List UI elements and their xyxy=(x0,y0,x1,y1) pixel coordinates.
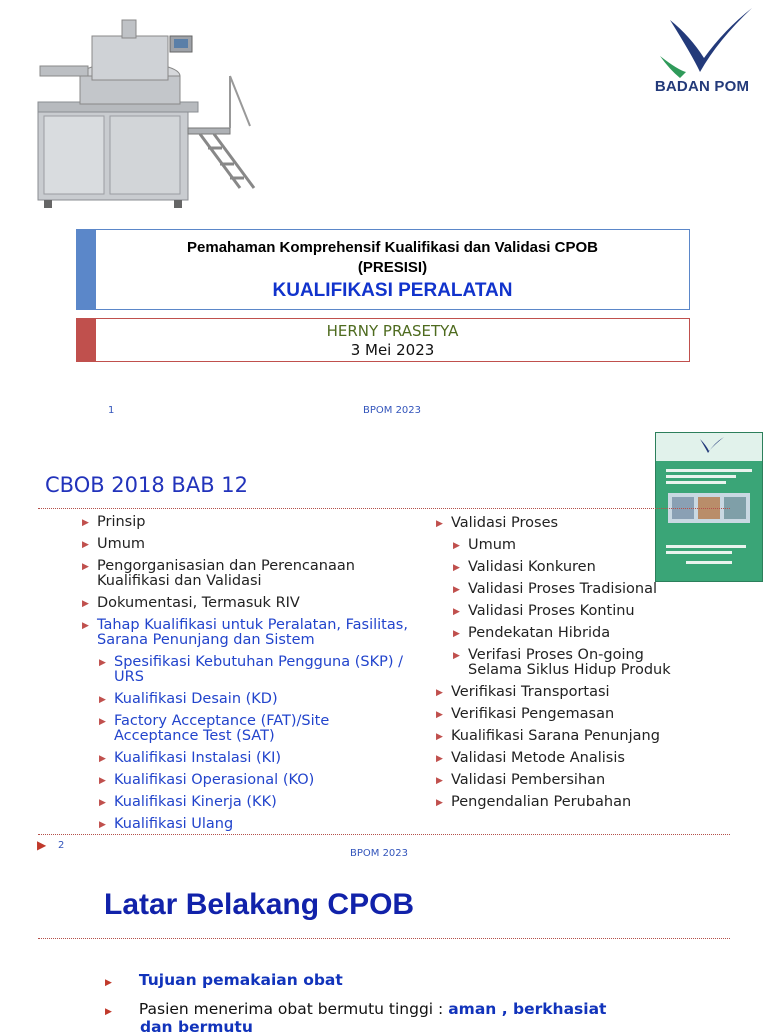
item2-bold-text: aman , berkhasiat xyxy=(448,1000,607,1018)
right-topic-item xyxy=(434,729,702,744)
left-topic-text: Dokumentasi, Termasuk RIV xyxy=(97,595,300,611)
bullet-icon: ▶ xyxy=(436,710,443,720)
slide3-item-1 xyxy=(105,971,343,989)
author-name: HERNY PRASETYA xyxy=(326,322,459,340)
bullet-icon: ▶ xyxy=(453,541,460,551)
item2-continued-text: dan bermutu xyxy=(140,1018,253,1036)
machine-illustration xyxy=(30,16,260,216)
bullet-icon: ▶ xyxy=(99,695,106,705)
right-topic-text: Pengendalian Perubahan xyxy=(451,794,632,810)
left-topic-text: Spesifikasi Kebutuhan Pengguna (SKP) / URS xyxy=(114,654,404,685)
slide3-divider xyxy=(38,938,730,939)
title-line-1: Pemahaman Komprehensif Kualifikasi dan Validasi CPOB xyxy=(187,239,598,256)
logo-text: BADAN POM xyxy=(654,78,750,95)
title-line-2: (PRESISI) xyxy=(357,259,428,276)
left-topic-item xyxy=(80,559,410,589)
left-topic-text: Kualifikasi Kinerja (KK) xyxy=(114,794,277,810)
right-topic-item xyxy=(434,648,702,678)
left-topic-item xyxy=(80,692,410,707)
bullet-icon: ▶ xyxy=(436,732,443,742)
right-topic-item xyxy=(434,685,702,700)
right-topic-text: Validasi Proses xyxy=(451,515,559,531)
left-topic-text: Kualifikasi Operasional (KO) xyxy=(114,772,315,788)
right-topic-item xyxy=(434,538,702,553)
right-topic-text: Validasi Konkuren xyxy=(468,559,596,575)
right-topic-text: Verifikasi Transportasi xyxy=(451,684,610,700)
bullet-icon: ▶ xyxy=(436,688,443,698)
title-line-3: KUALIFIKASI PERALATAN xyxy=(272,280,513,301)
bullet-icon: ▶ xyxy=(82,518,89,528)
page-number-1: 1 xyxy=(108,405,115,416)
left-topic-item xyxy=(80,655,410,685)
left-topic-text: Factory Acceptance (FAT)/Site Acceptance Test (SAT) xyxy=(114,713,330,744)
bullet-icon: ▶ xyxy=(436,798,443,808)
item2-text: Pasien menerima obat bermutu tinggi : xyxy=(138,1000,449,1018)
bullet-icon: ▶ xyxy=(436,776,443,786)
right-topic-item xyxy=(434,516,702,531)
page-number-2: 2 xyxy=(58,840,65,851)
right-topic-item xyxy=(434,795,702,810)
left-topic-item xyxy=(80,751,410,766)
bullet-icon: ▶ xyxy=(99,717,106,727)
bullet-icon: ▶ xyxy=(82,540,89,550)
right-topic-text: Validasi Pembersihan xyxy=(451,772,606,788)
slide3-item-2 xyxy=(105,1000,745,1018)
right-topic-text: Validasi Proses Kontinu xyxy=(468,603,635,619)
bullet-icon: ▶ xyxy=(436,519,443,529)
right-topic-text: Pendekatan Hibrida xyxy=(468,625,611,641)
bullet-icon: ▶ xyxy=(99,820,106,830)
left-topic-item xyxy=(80,515,410,530)
bullet-icon: ▶ xyxy=(99,754,106,764)
slide2-title: CBOB 2018 BAB 12 xyxy=(45,473,249,497)
right-topic-item xyxy=(434,582,702,597)
right-topic-item xyxy=(434,751,702,766)
author-accent-bar xyxy=(77,319,96,361)
right-topic-list xyxy=(434,516,702,810)
right-topic-text: Verifasi Proses On-going Selama Siklus Hidup Produk xyxy=(468,647,671,678)
title-box xyxy=(76,229,690,310)
left-topic-text: Kualifikasi Desain (KD) xyxy=(114,691,278,707)
left-topic-text: Umum xyxy=(97,536,146,552)
bullet-icon: ▶ xyxy=(82,562,89,572)
bullet-icon: ▶ xyxy=(453,629,460,639)
bullet-icon: ▶ xyxy=(105,978,112,988)
bullet-icon: ▶ xyxy=(99,776,106,786)
bullet-icon: ▶ xyxy=(99,658,106,668)
right-topic-item xyxy=(434,626,702,641)
left-topic-item xyxy=(80,817,410,832)
left-topic-item xyxy=(80,773,410,788)
presentation-date: 3 Mei 2023 xyxy=(350,341,435,359)
left-topic-text: Pengorganisasian dan Perencanaan Kualifikasi dan Validasi xyxy=(97,558,355,589)
footer-text-2: BPOM 2023 xyxy=(350,848,409,859)
play-arrow-icon: ▶ xyxy=(37,838,47,852)
right-topic-text: Validasi Metode Analisis xyxy=(451,750,625,766)
left-topic-text: Kualifikasi Instalasi (KI) xyxy=(114,750,282,766)
author-box xyxy=(76,318,690,362)
title-accent-bar xyxy=(77,230,96,309)
left-topic-item xyxy=(80,537,410,552)
right-topic-text: Validasi Proses Tradisional xyxy=(468,581,658,597)
left-topic-item xyxy=(80,714,410,744)
item1-text: Tujuan pemakaian obat xyxy=(138,971,343,989)
left-topic-text: Prinsip xyxy=(97,514,146,530)
bullet-icon: ▶ xyxy=(453,607,460,617)
right-topic-item xyxy=(434,707,702,722)
bullet-icon: ▶ xyxy=(99,798,106,808)
right-topic-item xyxy=(434,560,702,575)
bullet-icon: ▶ xyxy=(453,585,460,595)
bullet-icon: ▶ xyxy=(82,621,89,631)
bullet-icon: ▶ xyxy=(453,651,460,661)
right-topic-text: Kualifikasi Sarana Penunjang xyxy=(451,728,660,744)
bullet-icon: ▶ xyxy=(105,1007,112,1017)
right-topic-item xyxy=(434,773,702,788)
left-topic-text: Tahap Kualifikasi untuk Peralatan, Fasilitas, Sarana Penunjang dan Sistem xyxy=(97,617,408,648)
slide3-item-2-continued xyxy=(140,1018,253,1036)
left-topic-item xyxy=(80,618,410,648)
left-topic-item xyxy=(80,596,410,611)
right-topic-text: Verifikasi Pengemasan xyxy=(451,706,615,722)
footer-text-1: BPOM 2023 xyxy=(363,405,422,416)
left-topic-list xyxy=(80,515,410,832)
title-divider xyxy=(38,508,730,509)
left-topic-item xyxy=(80,795,410,810)
bullet-icon: ▶ xyxy=(453,563,460,573)
left-topic-text: Kualifikasi Ulang xyxy=(114,816,234,832)
right-topic-text: Umum xyxy=(468,537,517,553)
bullet-icon: ▶ xyxy=(436,754,443,764)
footer-divider xyxy=(38,834,730,835)
slide3-title: Latar Belakang CPOB xyxy=(104,888,415,921)
bullet-icon: ▶ xyxy=(82,599,89,609)
right-topic-item xyxy=(434,604,702,619)
